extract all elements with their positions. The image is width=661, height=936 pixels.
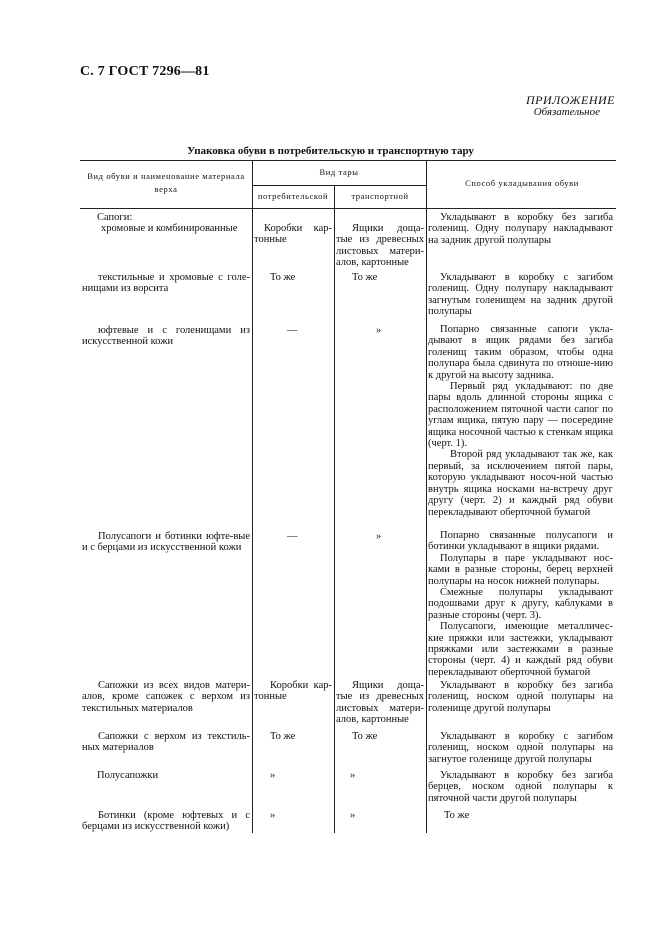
table-row-7-consumer: » [270,770,276,781]
appendix-status: Обязательное [533,106,600,118]
table-row-4-consumer: — [287,531,298,542]
table-row-6-method: Укладывают в коробку с загибом голенищ, носком одной полупары на загнутое голенище другой полупары [428,731,613,765]
column-header-footwear: Вид обуви и наименование материала верха [87,171,245,194]
column-divider-2 [334,185,335,833]
column-header-transport: транспортной [351,191,409,201]
column-header-method: Способ укладывания обуви [465,178,579,188]
table-row-6-consumer: То же [270,731,296,742]
table-row-3-method: Попарно связанные сапоги укла-дывают в ящик рядами без загиба голенищ таким образом, чтобы одна полупара была сдвинута по отноше-нию к другой на высоту задника. Первый ряд укладывают: по две пары вдоль длинной стороны ящика с расположением пяточной части сапог по углам ящика, пятую пару — посередине ящика носочной частью к стенкам ящика (черт. 1). Второй ряд укладывают так же, как первый, за исключением пятой пары, которую укладывают носоч-ной частью внутрь ящика носками на-встречу друг другу (черт. 2) и каждый ряд обуви перекладывают оберточной бумагой [428,324,613,518]
appendix-title: ПРИЛОЖЕНИЕ [526,93,615,107]
table-row-1-footwear: Сапоги: хромовые и комбинированные [97,212,238,235]
column-header-tare: Вид тары [319,167,359,177]
table-row-6-transport: То же [352,731,378,742]
table-row-7-method: Укладывают в коробку без загиба берцев, носком одной полупары к пяточной части другой полупары [428,770,613,804]
page-reference: С. 7 ГОСТ 7296—81 [80,64,210,79]
table-row-8-method: То же [444,810,470,821]
table-row-2-consumer: То же [270,272,296,283]
tare-subheader-rule [252,185,426,186]
table-row-1-method: Укладывают в коробку без загиба голенищ. Одну полупару накладывают на задник другой полупары [428,212,613,246]
table-title: Упаковка обуви в потребительскую и транспортную тару [187,145,474,157]
table-row-1-consumer: Коробки кар-тонные [254,223,332,246]
table-row-3-consumer: — [287,325,298,336]
table-row-3-transport: » [376,325,382,336]
table-row-2-transport: То же [352,272,378,283]
table-row-5-transport: Ящики доща-тые из древесных листовых матери-алов, картонные [336,680,424,726]
column-divider-1 [252,160,253,833]
header-bottom-rule [80,208,616,209]
column-header-consumer: потребительской [257,191,329,201]
table-row-4-transport: » [376,531,382,542]
table-row-1-transport: Ящики доща-тые из древесных листовых матери-алов, картонные [336,223,424,269]
table-top-rule [80,160,616,161]
table-row-2-footwear: текстильные и хромовые с голе-нищами из ворсита [82,272,250,295]
table-row-8-footwear: Ботинки (кроме юфтевых и с берцами из искусственной кожи) [82,810,250,833]
table-row-2-method: Укладывают в коробку с загибом голенищ. Одну полупару накладывают загнутым голенищем на задник другой полупары [428,272,613,318]
table-row-5-consumer: Коробки кар-тонные [254,680,332,703]
table-row-8-consumer: » [270,810,276,821]
table-row-5-method: Укладывают в коробку без загиба голенищ, носком одной полупары на голенище другой полупары [428,680,613,714]
table-row-7-transport: » [350,770,356,781]
table-row-4-footwear: Полусапоги и ботинки юфте-вые и с берцами из искусственной кожи [82,531,250,554]
table-row-5-footwear: Сапожки из всех видов матери-алов, кроме сапожек с верхом из текстильных материалов [82,680,250,714]
table-row-4-method: Попарно связанные полусапоги и ботинки укладывают в ящики рядами. Полупары в паре укладывают нос-ками в разные стороны, берец верхней полупары на носок нижней полупары. Смежные полупары укладывают подошвами друг к другу, каблуками в разные стороны (черт. 3). Полусапоги, имеющие металличес-кие пряжки или застежки, укладывают пряжками или застежками в разные стороны (черт. 4) и каждый ряд обуви перекладывают оберточной бумагой [428,530,613,678]
table-row-3-footwear: юфтевые и с голенищами из искусственной кожи [82,325,250,348]
table-row-6-footwear: Сапожки с верхом из текстиль-ных материалов [82,731,250,754]
column-divider-3 [426,160,427,833]
table-row-7-footwear: Полусапожки [97,770,159,781]
table-row-8-transport: » [350,810,356,821]
